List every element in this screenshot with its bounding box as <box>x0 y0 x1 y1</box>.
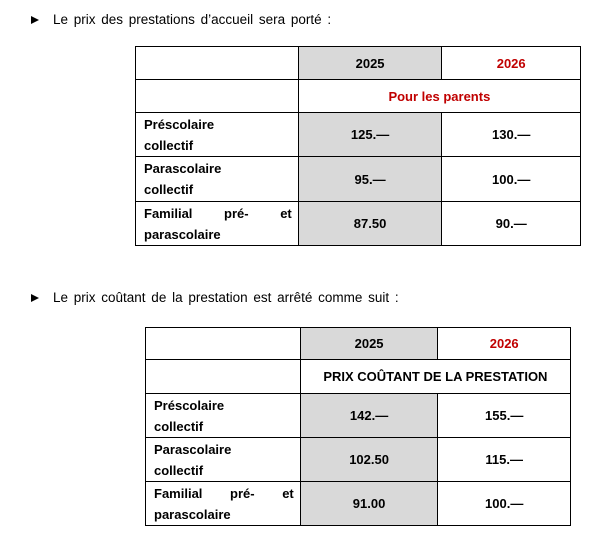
row-label-parascolaire <box>136 157 299 202</box>
header-2025: 2025 <box>298 47 442 80</box>
cell-value-2026: 100.— <box>442 157 581 202</box>
label-word: Familial <box>144 206 193 221</box>
header-2026: 2026 <box>442 47 581 80</box>
header-2025: 2025 <box>300 328 438 360</box>
label-line-2: collectif <box>154 419 204 434</box>
arrow-bullet-icon <box>31 294 39 302</box>
label-word: Familial <box>154 486 203 501</box>
subheader-cost-price: PRIX COÛTANT DE LA PRESTATION <box>300 360 570 394</box>
cell-value-2026: 130.— <box>442 113 581 157</box>
table-cost-prices <box>145 327 571 526</box>
row-label-parascolaire <box>146 438 301 482</box>
label-word: pré- <box>230 486 255 501</box>
cell-value-2026: 115.— <box>438 438 571 482</box>
subheader-parents: Pour les parents <box>298 80 580 113</box>
intro-line-1 <box>31 12 331 27</box>
table-parent-prices <box>135 46 581 246</box>
row-label-prescolaire <box>136 113 299 157</box>
row-label-prescolaire <box>146 394 301 438</box>
label-line-2: collectif <box>154 463 204 478</box>
cell-value-2026: 100.— <box>438 482 571 526</box>
cell-value-2026: 155.— <box>438 394 571 438</box>
cell-value-2026: 90.— <box>442 202 581 246</box>
label-line-2: parascolaire <box>154 507 231 522</box>
label-line-2: parascolaire <box>144 227 221 242</box>
header-2026: 2026 <box>438 328 571 360</box>
subheader-empty-cell <box>136 80 299 113</box>
label-word: et <box>280 206 292 221</box>
intro-line-2 <box>31 290 399 305</box>
intro-text-1: Le prix des prestations d’accueil sera porté : <box>53 12 332 27</box>
label-line-2: collectif <box>144 182 194 197</box>
cell-value-2025: 87.50 <box>298 202 442 246</box>
label-line-1: Préscolaire <box>144 117 215 132</box>
arrow-bullet-icon <box>31 16 39 24</box>
row-label-familial <box>146 482 301 526</box>
label-word: pré- <box>224 206 249 221</box>
intro-text-2: Le prix coûtant de la prestation est arrêté comme suit : <box>53 290 399 305</box>
label-word: et <box>282 486 294 501</box>
cell-value-2025: 91.00 <box>300 482 438 526</box>
table-corner-cell <box>146 328 301 360</box>
cell-value-2025: 102.50 <box>300 438 438 482</box>
cell-value-2025: 125.— <box>298 113 442 157</box>
label-line-1 <box>154 483 294 504</box>
label-line-1: Parascolaire <box>144 161 222 176</box>
row-label-familial <box>136 202 299 246</box>
table-corner-cell <box>136 47 299 80</box>
subheader-empty-cell <box>146 360 301 394</box>
label-line-1: Préscolaire <box>154 398 225 413</box>
label-line-1: Parascolaire <box>154 442 232 457</box>
cell-value-2025: 142.— <box>300 394 438 438</box>
label-line-2: collectif <box>144 138 194 153</box>
label-line-1 <box>144 203 292 224</box>
cell-value-2025: 95.— <box>298 157 442 202</box>
